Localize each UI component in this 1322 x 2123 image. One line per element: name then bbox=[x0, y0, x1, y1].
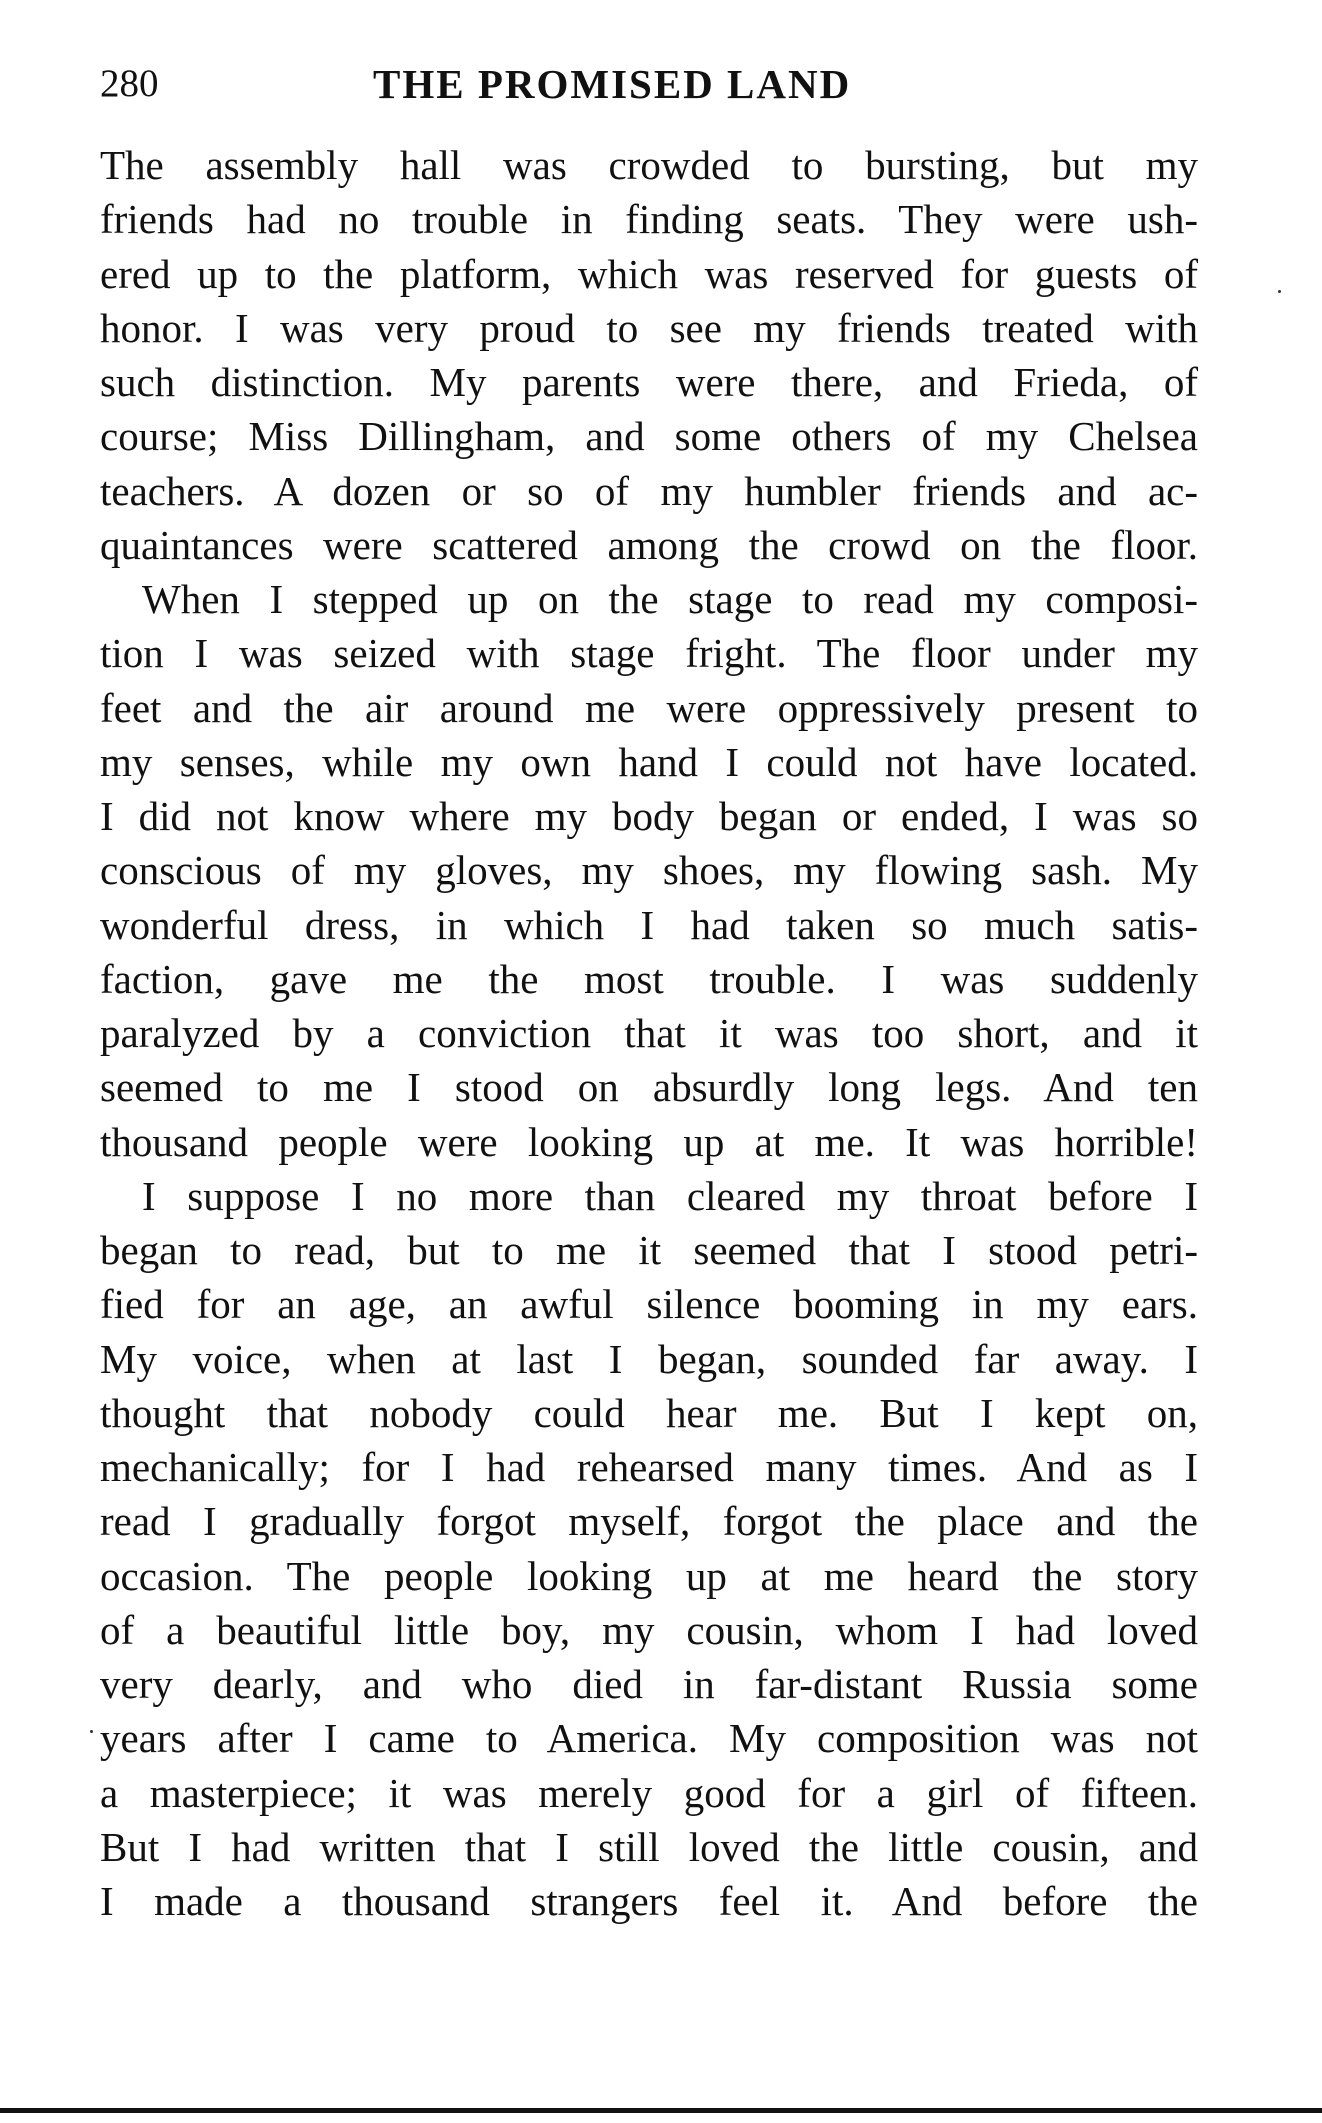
text-line: quaintances were scattered among the crowd on the floor. bbox=[100, 521, 1198, 568]
text-line: very dearly, and who died in far-distant Russia some bbox=[100, 1661, 1198, 1707]
text-line: a masterpiece; it was merely good for a girl of fifteen. bbox=[100, 1769, 1198, 1816]
text-line: mechanically; for I had rehearsed many times. And as I bbox=[100, 1444, 1198, 1490]
ink-speck bbox=[1278, 290, 1281, 293]
text-line: My voice, when at last I began, sounded far away. I bbox=[100, 1335, 1198, 1382]
ink-speck bbox=[90, 1730, 93, 1733]
text-line: seemed to me I stood on absurdly long legs. And ten bbox=[100, 1064, 1198, 1111]
text-line: I did not know where my body began or ended, I was so bbox=[100, 793, 1198, 839]
text-line: ered up to the platform, which was reserved for guests of bbox=[100, 250, 1198, 297]
text-line: began to read, but to me it seemed that I stood petri- bbox=[100, 1227, 1198, 1273]
text-line: tion I was seized with stage fright. The floor under my bbox=[100, 630, 1198, 677]
text-line: my senses, while my own hand I could not have located. bbox=[100, 738, 1198, 785]
running-head bbox=[100, 58, 1200, 110]
text-line: teachers. A dozen or so of my humbler friends and ac- bbox=[100, 467, 1198, 514]
text-line: paralyzed by a conviction that it was too short, and it bbox=[100, 1010, 1198, 1056]
text-line: occasion. The people looking up at me heard the story bbox=[100, 1552, 1198, 1599]
text-line: fied for an age, an awful silence booming in my ears. bbox=[100, 1281, 1198, 1328]
paragraph-start-line: When I stepped up on the stage to read my composi- bbox=[142, 576, 1198, 622]
text-line: years after I came to America. My composition was not bbox=[100, 1715, 1198, 1762]
text-line: of a beautiful little boy, my cousin, whom I had loved bbox=[100, 1606, 1198, 1653]
text-line: But I had written that I still loved the little cousin, and bbox=[100, 1823, 1198, 1870]
text-line: such distinction. My parents were there, and Frieda, of bbox=[100, 359, 1198, 405]
body-text bbox=[100, 138, 1198, 1928]
page-number: 280 bbox=[100, 62, 159, 105]
text-line: thought that nobody could hear me. But I kept on, bbox=[100, 1389, 1198, 1436]
text-line: thousand people were looking up at me. It was horrible! bbox=[100, 1118, 1198, 1165]
text-line: course; Miss Dillingham, and some others of my Chelsea bbox=[100, 413, 1198, 460]
text-line: faction, gave me the most trouble. I was suddenly bbox=[100, 955, 1198, 1002]
text-line: read I gradually forgot myself, forgot the place and the bbox=[100, 1498, 1198, 1545]
paragraph-start-line: I suppose I no more than cleared my throat before I bbox=[142, 1172, 1198, 1219]
bottom-rule bbox=[0, 2108, 1322, 2113]
text-line: feet and the air around me were oppressively present to bbox=[100, 684, 1198, 731]
text-line: I made a thousand strangers feel it. And before the bbox=[100, 1878, 1198, 1924]
text-line: conscious of my gloves, my shoes, my flowing sash. My bbox=[100, 847, 1198, 894]
text-line: wonderful dress, in which I had taken so much satis- bbox=[100, 901, 1198, 948]
running-title: THE PROMISED LAND bbox=[373, 61, 852, 107]
text-line: The assembly hall was crowded to bursting, but my bbox=[100, 142, 1198, 188]
text-line: friends had no trouble in finding seats. They were ush- bbox=[100, 196, 1198, 243]
text-line: honor. I was very proud to see my friends treated with bbox=[100, 304, 1198, 351]
